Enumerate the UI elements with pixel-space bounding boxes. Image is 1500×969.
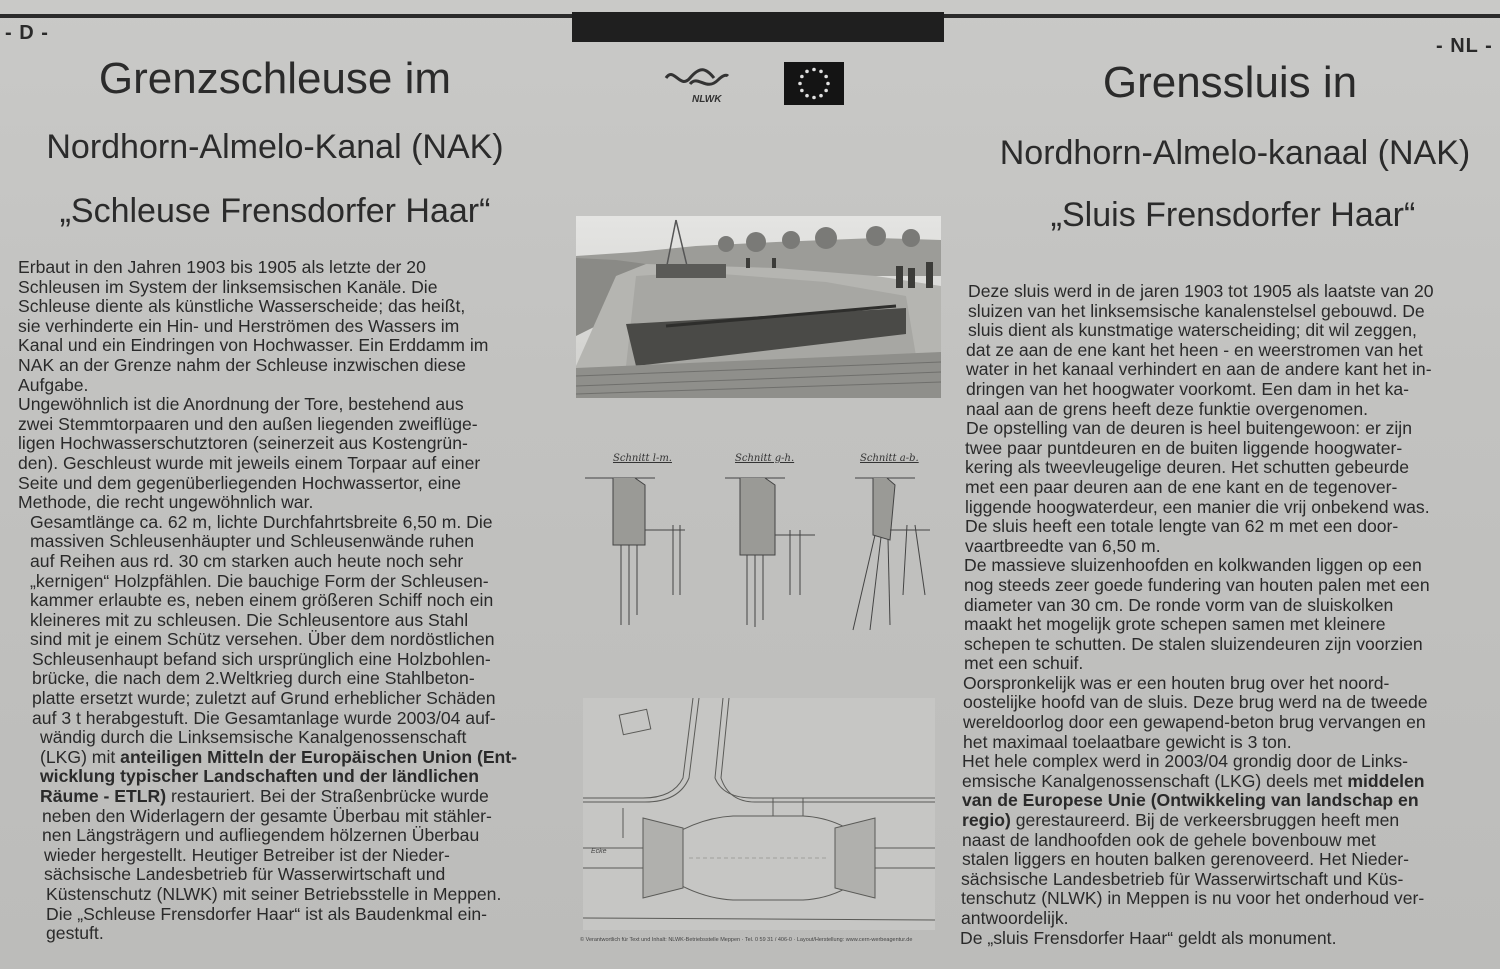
eu-star-icon bbox=[800, 75, 804, 79]
dutch-body-text: Deze sluis werd in de jaren 1903 tot 1905 als laatste van 20 sluizen van het linksemsische kanalenstelsel gebouwd. De sluis dient als kunstmatige waterscheiding; dit wil zeggen, dat ze aan de ene kant het heen - en weerstromen van het water in het kanaal verhindert en aan de andere kant het in- dringen van het hoogwater voorkomt. Een dam in het ka- naal aan de grens heeft deze funktie overgenomen. De opstelling van de deuren is heel buitengewoon: er zijn twee paar puntdeuren en de buiten liggende hoogwater- kering als tweevleugelige deuren. Het schutten gebeurde met een paar deuren aan de ene kant en de tegenover- liggende hoogwaterdeur, een manier die vrij onbekend was. De sluis heeft een totale lengte van 62 m met een door- vaartbreedte van 6,50 m. De massieve sluizenhoofden en kolkwanden liggen op een nog steeds zeer goede fundering van houten palen met een diameter van 30 cm. De ronde vorm van de sluiskolken maakt het mogelijk grote schepen samen met kleinere schepen te schutten. De stalen sluizendeuren zijn voorzien met een schuif. Oorspronkelijk was er een houten brug over het noord- oostelijke hoofd van de sluis. Deze brug werd na de tweede wereldoorlog door een gewapend-beton brug vervangen en het maximaal toelaatbare gewicht is 3 ton. Het hele complex werd in 2003/04 grondig door de Links- emsische Kanalgenossenschaft (LKG) deels met middelen van de Europese Unie (Ontwikkeling van landschap en regio) gerestaureerd. Bij de verkeersbruggen heeft men naast de landhoofden ook de gehele bovenbouw met stalen liggers en houten balken gerenoveerd. Het Nieder- sächsische Landesbetrieb für Wasserwirtschaft und Küs- tenschutz (NLWK) in Meppen is nu voor het onderhoud ver- antwoordelijk. De „sluis Frensdorfer Haar“ geldt als monument. bbox=[960, 281, 1434, 948]
nlwk-logo bbox=[662, 64, 732, 108]
german-title: Grenzschleuse im bbox=[98, 54, 452, 103]
dutch-title: Grenssluis in bbox=[1102, 58, 1358, 107]
eu-flag-logo bbox=[784, 62, 844, 105]
top-rule-left bbox=[0, 14, 572, 18]
wave-icon bbox=[662, 64, 732, 96]
top-rule-right bbox=[944, 14, 1500, 18]
german-language-tag: - D - bbox=[5, 22, 49, 44]
eu-star-icon bbox=[800, 89, 804, 93]
plan-label: Ecke bbox=[591, 848, 607, 855]
eu-star-icon bbox=[824, 89, 828, 93]
dutch-subtitle-canal: Nordhorn-Almelo-kanaal (NAK) bbox=[999, 134, 1471, 172]
eu-star-icon bbox=[819, 70, 823, 74]
eu-stars-icon bbox=[784, 62, 844, 105]
eu-star-icon bbox=[805, 94, 809, 98]
dutch-language-tag: - NL - bbox=[1436, 35, 1493, 57]
lock-cross-sections-drawing bbox=[585, 445, 940, 640]
eu-star-icon bbox=[826, 82, 830, 86]
top-black-bar bbox=[572, 12, 944, 42]
lock-site-plan-drawing bbox=[583, 698, 935, 930]
historic-lock-photo bbox=[576, 216, 941, 398]
german-subtitle-canal: Nordhorn-Almelo-Kanal (NAK) bbox=[46, 128, 504, 166]
german-subtitle-lock: „Schleuse Frensdorfer Haar“ bbox=[59, 192, 491, 230]
eu-star-icon bbox=[819, 94, 823, 98]
eu-star-icon bbox=[812, 68, 816, 72]
eu-star-icon bbox=[798, 82, 802, 86]
nlwk-logo-text: NLWK bbox=[692, 94, 722, 105]
eu-star-icon bbox=[805, 70, 809, 74]
eu-star-icon bbox=[824, 75, 828, 79]
section-label-ab: Schnitt a-b. bbox=[860, 453, 919, 464]
credit-line: © Verantwortlich für Text und Inhalt: NLWK-Betriebsstelle Meppen · Tel. 0 59 31 / 406-0 · Layout/Herstellung: www.cern-werbeagentur.de bbox=[580, 937, 913, 943]
german-body-text: Erbaut in den Jahren 1903 bis 1905 als letzte der 20 Schleusen im System der linksemsischen Kanäle. Die Schleuse diente als künstliche Wasserscheide; das heißt, sie verhinderte ein Hin- und Herströmen des Wassers im Kanal und ein Eindringen von Hochwasser. Ein Erddamm im NAK an der Grenze nahm der Schleuse inzwischen diese Aufgabe. Ungewöhnlich ist die Anordnung der Tore, bestehend aus zwei Stemmtorpaaren und den außen liegenden zweiflüge- ligen Hochwasserschutztoren (seinerzeit aus Kostengrün- den). Geschleust wurde mit jeweils einem Torpaar auf einer Seite und dem gegenüberliegenden Hochwassertor, eine Methode, die recht ungewöhnlich war. Gesamtlänge ca. 62 m, lichte Durchfahrtsbreite 6,50 m. Die massiven Schleusenhäupter und Schleusenwände ruhen auf Reihen aus rd. 30 cm starken auch heute noch sehr „kernigen“ Holzpfählen. Die bauchige Form der Schleusen- kammer erlaubte es, neben einem größeren Schiff noch ein kleineres mit zu schleusen. Die Schleusentore aus Stahl sind mit je einem Schütz versehen. Über dem nordöstlichen Schleusenhaupt befand sich ursprünglich eine Holzbohlen- brücke, die nach dem 2.Weltkrieg durch eine Stahlbeton- platte ersetzt wurde; zuletzt auf Grund erheblicher Schäden auf 3 t herabgestuft. Die Gesamtanlage wurde 2003/04 auf- wändig durch die Linksemsische Kanalgenossenschaft (LKG) mit anteiligen Mitteln der Europäischen Union (Ent- wicklung typischer Landschaften und der ländlichen Räume - ETLR) restauriert. Bei der Straßenbrücke wurde neben den Widerlagern der gesamte Überbau mit stähler- nen Längsträgern und aufliegendem hölzernen Überbau wieder hergestellt. Heutiger Betreiber ist der Nieder- sächsische Landesbetrieb für Wasserwirtschaft und Küstenschutz (NLWK) mit seiner Betriebsstelle in Meppen. Die „Schleuse Frensdorfer Haar“ ist als Baudenkmal ein- gestuft. bbox=[18, 257, 518, 944]
eu-star-icon bbox=[812, 96, 816, 100]
section-label-gh: Schnitt g-h. bbox=[735, 453, 795, 464]
dutch-subtitle-lock: „Sluis Frensdorfer Haar“ bbox=[1050, 196, 1416, 234]
section-label-lm: Schnitt l-m. bbox=[613, 453, 672, 464]
